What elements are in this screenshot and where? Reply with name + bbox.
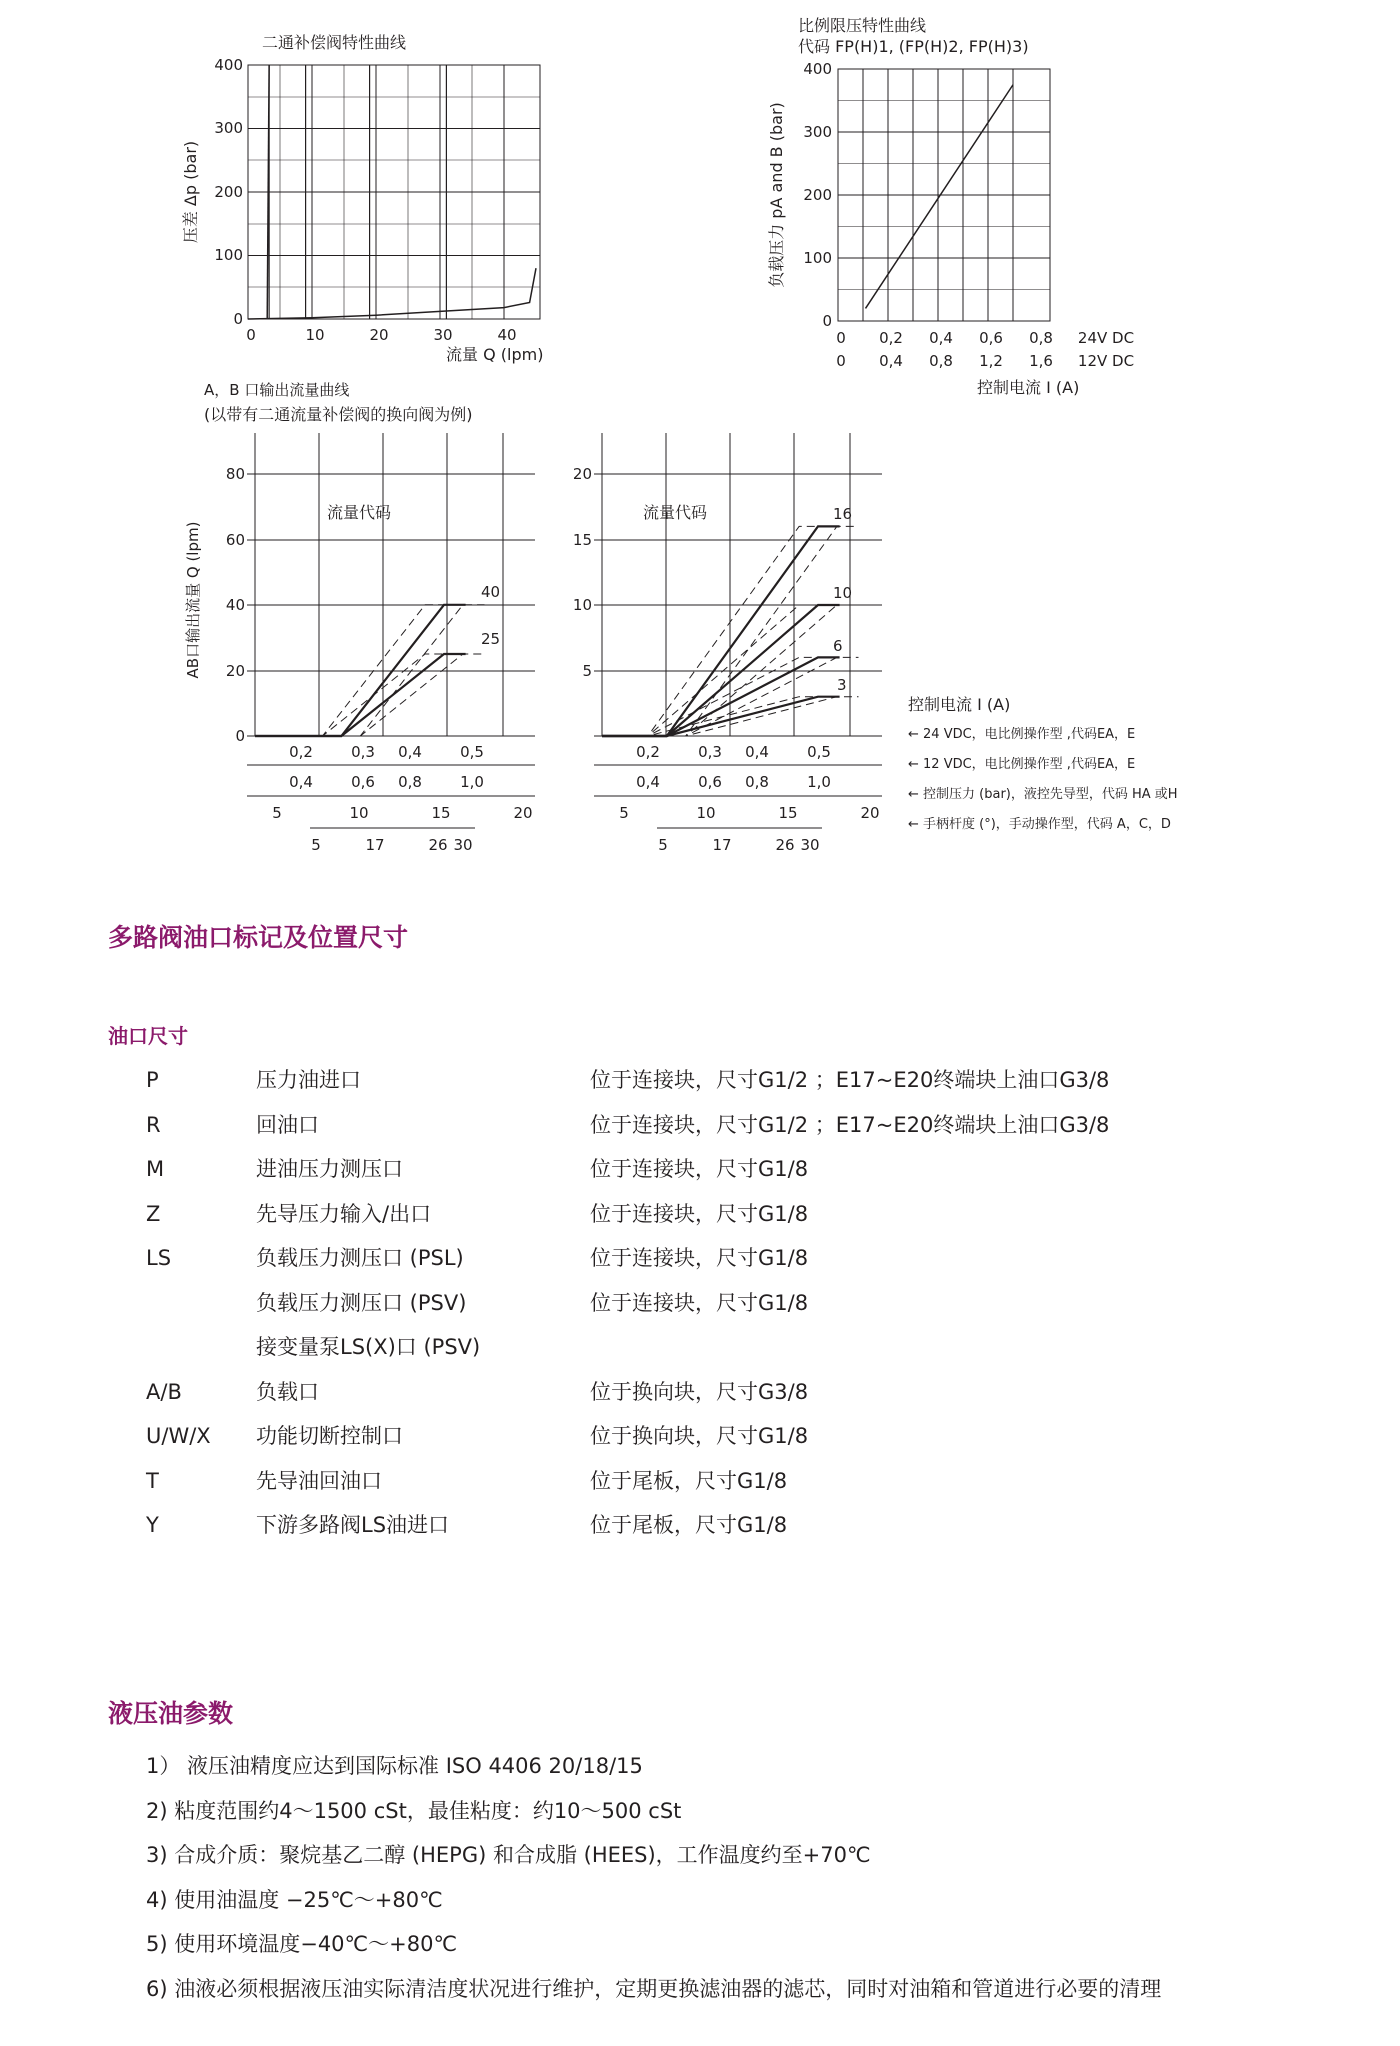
- c4-ytick: 10: [572, 596, 592, 614]
- c4-xtick: 0,5: [807, 743, 831, 761]
- c3-tolerance-line: [255, 605, 447, 736]
- legend-item: ← 12 VDC，电比例操作型 ,代码EA，E: [908, 757, 1136, 772]
- c3-ytick: 60: [225, 531, 245, 549]
- chart1-title: 二通补偿阀特性曲线: [262, 33, 407, 52]
- c4-xtick: 0,3: [698, 743, 722, 761]
- port-name: 进油压力测压口: [256, 1157, 403, 1181]
- port-name: 回油口: [256, 1112, 319, 1137]
- c4-xtick: 5: [619, 804, 629, 822]
- port-code: Z: [146, 1201, 161, 1226]
- list-item: 3) 合成介质：聚烷基乙二醇 (HEPG) 和合成脂 (HEES)，工作温度约至+70℃: [146, 1843, 871, 1867]
- port-row: [146, 1192, 1346, 1237]
- c4-xtick: 17: [712, 836, 732, 854]
- legend-title: 控制电流 I (A): [908, 695, 1011, 714]
- port-row: [146, 1281, 1346, 1326]
- c4-ytick: 20: [572, 465, 592, 483]
- port-name: 负载口: [256, 1379, 319, 1404]
- c3-xtick: 10: [349, 804, 369, 822]
- port-code: Y: [146, 1513, 159, 1537]
- port-row: [146, 1236, 1346, 1281]
- legend-item: ← 手柄杆度 (°)，手动操作型，代码 A，C，D: [908, 817, 1171, 832]
- c2-xtick: 24V DC: [1077, 329, 1135, 347]
- c1-xtick: 30: [433, 326, 453, 344]
- c1-ytick: 100: [214, 246, 243, 264]
- c3-inner-label: 流量代码: [327, 503, 392, 522]
- port-row: [146, 1414, 1346, 1459]
- c3-xtick: 1,0: [460, 773, 484, 791]
- c3-xtick: 0,3: [351, 743, 375, 761]
- port-name: 负载压力测压口 (PSL): [256, 1246, 464, 1270]
- c4-xtick: 0,2: [636, 743, 660, 761]
- c1-xtick: 20: [369, 326, 389, 344]
- c2-ytick: 200: [803, 186, 832, 204]
- c4-ytick: 5: [582, 662, 592, 680]
- chart-pressure-diff: [181, 33, 543, 364]
- c3-ylabel: AB口输出流量 Q (lpm): [184, 521, 202, 679]
- c2-xtick: 0,8: [929, 352, 953, 370]
- c2-xlabel: 控制电流 I (A): [977, 378, 1080, 397]
- c2-ytick: 400: [803, 60, 832, 78]
- c4-series-line: [602, 697, 840, 736]
- port-location: 位于连接块，尺寸G1/2 ；E17~E20终端块上油口G3/8: [590, 1068, 1110, 1092]
- c4-xtick: 10: [696, 804, 716, 822]
- c2-xtick: 0: [836, 329, 846, 347]
- c3-curve-label-25: 25: [481, 630, 501, 648]
- c2-title2: 代码 FP(H)1, (FP(H)2, FP(H)3): [798, 37, 1029, 56]
- port-code: T: [146, 1468, 159, 1493]
- c4-xtick: 30: [800, 836, 820, 854]
- c2-ylabel: 负载压力 pA and B (bar): [767, 102, 786, 288]
- c4-series-line: [602, 657, 840, 736]
- c4-xtick: 20: [860, 804, 880, 822]
- chart-proportional-relief: [767, 16, 1134, 397]
- c4-xtick: 5: [658, 836, 668, 854]
- c2-title1: 比例限压特性曲线: [798, 16, 927, 35]
- c4-curve-label-3: 3: [837, 676, 847, 694]
- c4-xtick: 0,4: [745, 743, 769, 761]
- port-location: 位于连接块，尺寸G1/8: [590, 1157, 809, 1181]
- port-location: 位于尾板，尺寸G1/8: [590, 1513, 788, 1537]
- list-item: 6) 油液必须根据液压油实际清洁度状况进行维护，定期更换滤油器的滤芯，同时对油箱和管道进行必要的清理: [146, 1976, 1162, 2001]
- c1-ytick: 300: [214, 119, 243, 137]
- ports-table: [146, 1058, 1346, 1548]
- port-row: [146, 1370, 1346, 1415]
- c2-xtick: 0,4: [879, 352, 903, 370]
- port-location: 位于尾板，尺寸G1/8: [590, 1468, 788, 1493]
- c3-xtick: 15: [431, 804, 451, 822]
- c1-xtick: 10: [305, 326, 325, 344]
- port-location: 位于连接块，尺寸G1/8: [590, 1201, 809, 1226]
- port-location: 位于连接块，尺寸G1/8: [590, 1246, 809, 1270]
- port-name: 先导油回油口: [256, 1468, 382, 1493]
- list-item: 1） 液压油精度应达到国际标准 ISO 4406 20/18/15: [146, 1754, 643, 1778]
- c1-xtick: 40: [497, 326, 517, 344]
- port-row: [146, 1103, 1346, 1148]
- c2-xtick: 0,6: [979, 329, 1003, 347]
- c4-curve-label-10: 10: [833, 584, 853, 602]
- c4-xtick: 15: [778, 804, 798, 822]
- port-name: 先导压力输入/出口: [256, 1201, 432, 1226]
- c2-ytick: 100: [803, 249, 832, 267]
- port-name: 压力油进口: [256, 1068, 361, 1092]
- c3-title1: A，B 口输出流量曲线: [204, 381, 350, 399]
- c3-xtick: 17: [365, 836, 385, 854]
- ports-section-title: 多路阀油口标记及位置尺寸: [108, 923, 409, 952]
- port-row: [146, 1459, 1346, 1504]
- port-name: 功能切断控制口: [256, 1424, 403, 1448]
- c3-ytick: 40: [225, 596, 245, 614]
- c2-xtick: 0,2: [879, 329, 903, 347]
- port-name: 下游多路阀LS油进口: [256, 1513, 450, 1537]
- oil-list: [146, 1744, 1346, 2011]
- port-name: 接变量泵LS(X)口 (PSV): [256, 1335, 481, 1359]
- oil-section-title: 液压油参数: [108, 1699, 234, 1728]
- c1-xlabel: 流量 Q (lpm): [446, 345, 544, 364]
- c3-ytick: 80: [225, 465, 245, 483]
- list-item: 4) 使用油温度 −25℃～+80℃: [146, 1887, 443, 1912]
- c3-xtick: 0,8: [398, 773, 422, 791]
- c1-ytick: 400: [214, 56, 243, 74]
- c1-ytick: 200: [214, 183, 243, 201]
- c4-series-line: [602, 526, 840, 736]
- c4-xtick: 0,4: [636, 773, 660, 791]
- c2-xtick: 1,6: [1029, 352, 1053, 370]
- c3-xtick: 30: [453, 836, 473, 854]
- c2-ytick: 300: [803, 123, 832, 141]
- c3-xtick: 0,5: [460, 743, 484, 761]
- chart-ab-flow-left: [184, 381, 535, 854]
- c4-xtick: 1,0: [807, 773, 831, 791]
- c1-ylabel: 压差 Δp (bar): [181, 140, 200, 244]
- port-row: [146, 1503, 1346, 1548]
- charts-area: [0, 0, 1400, 880]
- chart-ab-flow-right: [573, 433, 882, 854]
- c1-ytick: 0: [233, 310, 243, 328]
- port-location: 位于连接块，尺寸G1/2 ；E17~E20终端块上油口G3/8: [590, 1112, 1110, 1137]
- c2-xtick: 0,8: [1029, 329, 1053, 347]
- axis-legend: [908, 695, 1178, 832]
- c2-xtick: 1,2: [979, 352, 1003, 370]
- port-code: R: [146, 1112, 161, 1137]
- c3-ytick: 20: [225, 662, 245, 680]
- port-row: [146, 1058, 1346, 1103]
- c1-series-line: [248, 268, 536, 319]
- c3-title2: (以带有二通流量补偿阀的换向阀为例): [204, 405, 473, 424]
- c3-series-line: [255, 605, 466, 736]
- c3-xtick: 0,4: [398, 743, 422, 761]
- c4-xtick: 0,6: [698, 773, 722, 791]
- legend-item: ← 控制压力 (bar)，液控先导型，代码 HA 或H: [908, 787, 1178, 802]
- c3-xtick: 26: [428, 836, 448, 854]
- port-code: LS: [146, 1246, 172, 1270]
- c2-xtick: 12V DC: [1077, 352, 1135, 370]
- c4-ytick: 15: [572, 531, 592, 549]
- port-name: 负载压力测压口 (PSV): [256, 1290, 467, 1315]
- port-code: U/W/X: [146, 1424, 211, 1448]
- c3-xtick: 0,4: [289, 773, 313, 791]
- c2-xtick: 0: [836, 352, 846, 370]
- c3-xtick: 0,6: [351, 773, 375, 791]
- list-item: 2) 粘度范围约4～1500 cSt，最佳粘度：约10～500 cSt: [146, 1798, 682, 1823]
- port-code: M: [146, 1157, 165, 1181]
- c4-xtick: 26: [775, 836, 795, 854]
- c3-curve-label-40: 40: [481, 583, 501, 601]
- port-location: 位于换向块，尺寸G3/8: [590, 1379, 809, 1404]
- c3-xtick: 5: [311, 836, 321, 854]
- legend-item: ← 24 VDC，电比例操作型 ,代码EA，E: [908, 727, 1136, 742]
- c4-curve-label-16: 16: [833, 505, 853, 523]
- port-code: P: [146, 1068, 159, 1092]
- c1-xtick: 0: [246, 326, 256, 344]
- c3-xtick: 0,2: [289, 743, 313, 761]
- c3-xtick: 20: [513, 804, 533, 822]
- port-row: [146, 1147, 1346, 1192]
- c3-xtick: 5: [272, 804, 282, 822]
- c3-tolerance-line: [255, 605, 485, 736]
- c3-series-line: [255, 654, 466, 736]
- c4-xtick: 0,8: [745, 773, 769, 791]
- list-item: 5) 使用环境温度−40℃～+80℃: [146, 1932, 458, 1956]
- port-location: 位于连接块，尺寸G1/8: [590, 1290, 809, 1315]
- c3-ytick: 0: [235, 727, 245, 745]
- c4-inner-label: 流量代码: [643, 503, 708, 522]
- c2-xtick: 0,4: [929, 329, 953, 347]
- ports-subtitle: 油口尺寸: [108, 1024, 188, 1048]
- port-location: 位于换向块，尺寸G1/8: [590, 1424, 809, 1448]
- c2-ytick: 0: [822, 312, 832, 330]
- port-row: [146, 1325, 1346, 1370]
- port-code: A/B: [146, 1379, 182, 1404]
- c4-curve-label-6: 6: [833, 637, 843, 655]
